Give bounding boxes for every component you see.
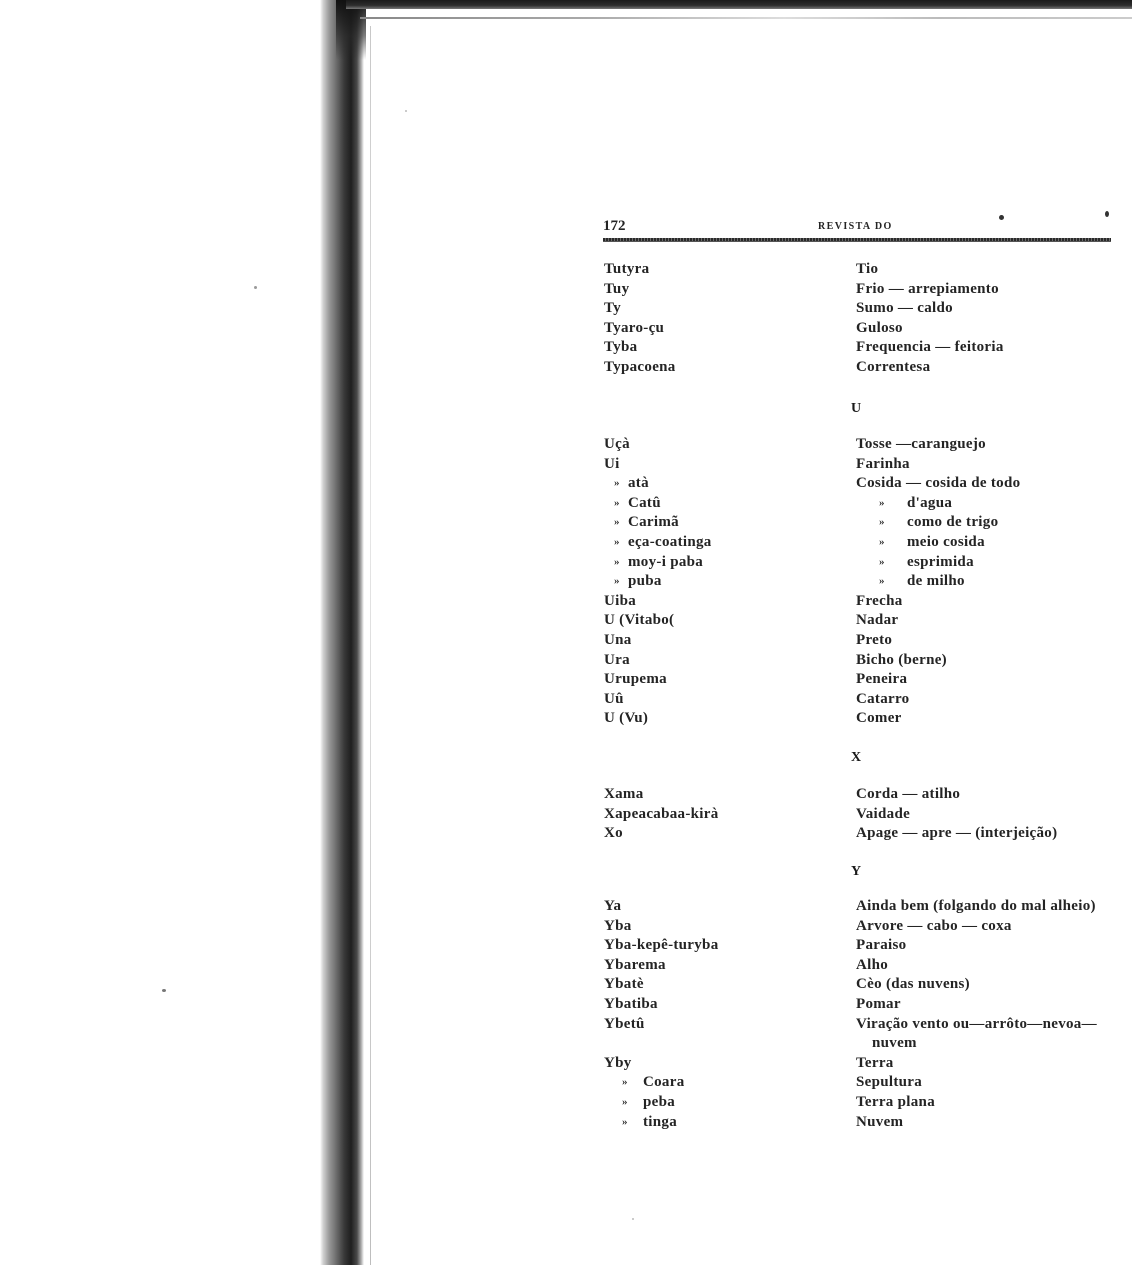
entry-term: Yby (604, 1054, 632, 1071)
entry-row (604, 553, 1124, 573)
entry-row (604, 435, 1124, 455)
entry-meaning: Ainda bem (folgando do mal alheio) (856, 898, 1096, 914)
entry-term: Ybarema (604, 956, 666, 973)
entry-meaning: Catarro (856, 690, 910, 707)
entry-meaning: como de trigo (907, 514, 999, 531)
entry-meaning: Tio (856, 261, 879, 277)
entry-row (604, 670, 1124, 690)
scan-speck (254, 286, 257, 289)
entry-term: Tyba (604, 339, 638, 356)
entry-term: Una (604, 631, 632, 648)
entry-term: Tyaro-çu (604, 319, 665, 336)
entry-row (604, 1073, 1124, 1093)
entry-meaning: Bicho (berne) (856, 651, 947, 668)
entry-term: U (Vu) (604, 710, 649, 727)
scan-speck (632, 1218, 634, 1220)
entry-term: Yba-kepê-turyba (604, 937, 719, 954)
entry-meaning: Corda — atilho (856, 786, 961, 802)
glossary-block-x (604, 785, 1124, 844)
entry-term: moy-i paba (628, 553, 704, 570)
meaning-ditto-mark: » (879, 555, 885, 568)
entry-term: Yba (604, 917, 632, 934)
term-ditto-mark: » (614, 575, 620, 588)
entry-row (604, 651, 1124, 671)
entry-term: Uû (604, 690, 624, 707)
entry-row (604, 936, 1124, 956)
entry-term: Xo (604, 825, 623, 842)
entry-term: Ui (604, 455, 620, 472)
entry-meaning: Vaidade (856, 805, 911, 822)
entry-row (604, 474, 1124, 494)
entry-term: Uiba (604, 592, 637, 609)
entry-meaning: Cosida — cosida de todo (856, 475, 1021, 492)
scan-top-edge (346, 0, 1132, 9)
entry-row (604, 897, 1124, 917)
book-binding-strip (320, 0, 364, 1265)
entry-meaning: Frecha (856, 592, 903, 609)
entry-meaning: meio cosida (907, 533, 985, 550)
entry-row (604, 956, 1124, 976)
section-heading-y: Y (851, 864, 862, 879)
entry-term: puba (628, 573, 662, 590)
entry-meaning: Tosse —caranguejo (856, 436, 986, 452)
entry-meaning: Preto (856, 631, 893, 648)
entry-term: Xama (604, 786, 644, 802)
entry-term: Ybetû (604, 1015, 645, 1032)
entry-row (604, 709, 1124, 729)
scan-speck (162, 989, 166, 992)
entry-row (604, 631, 1124, 651)
glossary-block-u (604, 435, 1124, 729)
entry-row (604, 805, 1124, 825)
entry-row (604, 455, 1124, 475)
entry-meaning: Terra plana (856, 1093, 936, 1110)
entry-term: Tutyra (604, 261, 650, 277)
entry-row (604, 611, 1124, 631)
entry-meaning: Frio — arrepiamento (856, 280, 999, 297)
entry-term: peba (643, 1093, 676, 1110)
entry-row (604, 785, 1124, 805)
term-ditto-mark: » (614, 555, 620, 568)
entry-row (604, 572, 1124, 592)
entry-row (604, 995, 1124, 1015)
entry-meaning: Peneira (856, 671, 908, 688)
entry-row (604, 513, 1124, 533)
page-edge-line (370, 26, 371, 1265)
term-ditto-mark: » (622, 1095, 628, 1108)
meaning-ditto-mark: » (879, 535, 885, 548)
entry-meaning: Nadar (856, 612, 899, 629)
entry-term: U (Vitabo( (604, 612, 675, 629)
glossary-block-t (604, 260, 1124, 378)
entry-row (604, 690, 1124, 710)
meaning-ditto-mark: » (879, 516, 885, 529)
entry-row (604, 592, 1124, 612)
entry-meaning: Terra (856, 1054, 894, 1071)
entry-row (604, 494, 1124, 514)
entry-meaning: Correntesa (856, 358, 931, 375)
section-heading-x: X (851, 750, 862, 765)
entry-row (604, 1054, 1124, 1074)
entry-term: Urupema (604, 671, 667, 688)
glossary-block-y (604, 897, 1124, 1132)
running-title: REVISTA DO (818, 221, 893, 232)
ink-mark (999, 215, 1004, 220)
entry-meaning: Sepultura (856, 1074, 923, 1091)
entry-meaning-continuation: nuvem (872, 1035, 917, 1052)
entry-term: eça-coatinga (628, 533, 712, 550)
entry-term: Tuy (604, 280, 630, 297)
meaning-ditto-mark: » (879, 575, 885, 588)
term-ditto-mark: » (614, 477, 620, 490)
term-ditto-mark: » (622, 1115, 628, 1128)
term-ditto-mark: » (614, 496, 620, 509)
binding-shadow (336, 0, 366, 60)
entry-term: atà (628, 475, 649, 492)
entry-meaning: Nuvem (856, 1113, 904, 1130)
ink-mark (1105, 211, 1109, 217)
meaning-ditto-mark: » (879, 496, 885, 509)
entry-row (604, 280, 1124, 300)
entry-meaning: Cèo (das nuvens) (856, 976, 970, 993)
entry-meaning: Frequencia — feitoria (856, 339, 1004, 356)
entry-meaning: d'agua (907, 494, 953, 511)
entry-meaning: Guloso (856, 319, 903, 336)
entry-meaning: Arvore — cabo — coxa (856, 917, 1012, 934)
scan-top-edge-line (360, 17, 1132, 19)
entry-meaning: Alho (856, 956, 889, 973)
entry-meaning: Sumo — caldo (856, 300, 953, 317)
entry-row (604, 260, 1124, 280)
entry-row (604, 824, 1124, 844)
scan-speck (405, 110, 407, 112)
entry-meaning: esprimida (907, 553, 974, 570)
term-ditto-mark: » (614, 516, 620, 529)
entry-row (604, 1113, 1124, 1133)
entry-term: Catû (628, 494, 661, 511)
entry-term: Coara (643, 1074, 685, 1091)
entry-row (604, 975, 1124, 995)
entry-row (604, 338, 1124, 358)
entry-term: Ybatè (604, 976, 644, 993)
entry-term: Uçà (604, 436, 630, 452)
entry-row (604, 319, 1124, 339)
entry-row (604, 1015, 1124, 1054)
term-ditto-mark: » (622, 1076, 628, 1089)
entry-row (604, 1093, 1124, 1113)
entry-meaning: Viração vento ou—arrôto—nevoa— (856, 1015, 1097, 1032)
entry-term: Carimã (628, 514, 679, 531)
entry-meaning: Apage — apre — (interjeição) (856, 825, 1058, 842)
entry-meaning: de milho (907, 573, 965, 590)
entry-term: tinga (643, 1113, 678, 1130)
entry-row (604, 917, 1124, 937)
entry-meaning: Farinha (856, 455, 910, 472)
entry-meaning: Comer (856, 710, 902, 727)
header-rule (603, 238, 1111, 242)
entry-term: Xapeacabaa-kirà (604, 805, 719, 822)
entry-term: Ura (604, 651, 630, 668)
entry-term: Ybatiba (604, 995, 658, 1012)
term-ditto-mark: » (614, 535, 620, 548)
entry-row (604, 533, 1124, 553)
entry-meaning: Pomar (856, 995, 901, 1012)
entry-term: Ya (604, 898, 622, 914)
entry-term: Ty (604, 300, 621, 317)
entry-row (604, 358, 1124, 378)
page-number: 172 (603, 218, 626, 234)
section-heading-u: U (851, 401, 862, 416)
entry-row (604, 299, 1124, 319)
entry-term: Typacoena (604, 358, 676, 375)
entry-meaning: Paraiso (856, 937, 907, 954)
